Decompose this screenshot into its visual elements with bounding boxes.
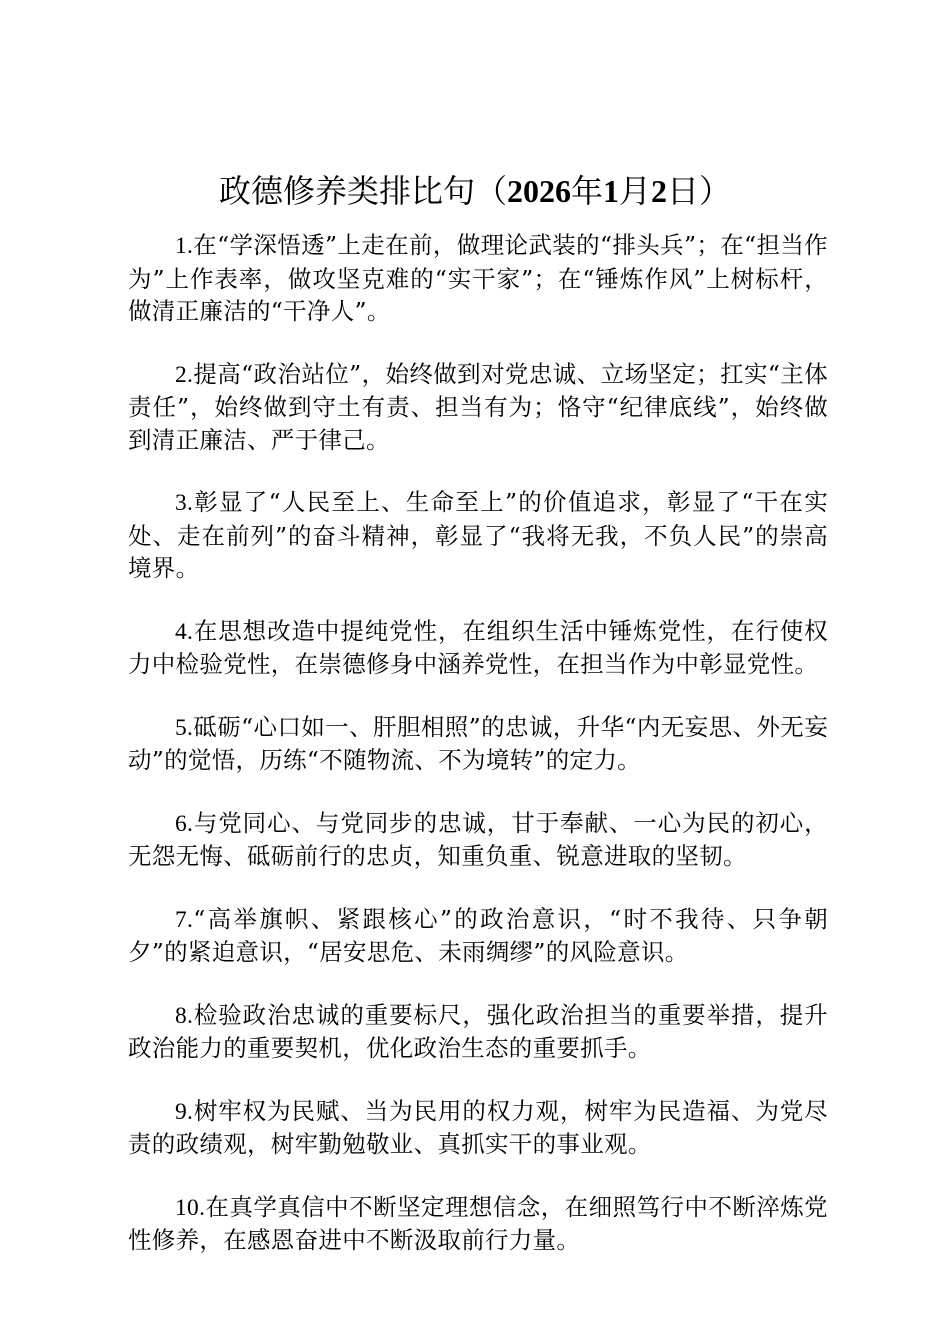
document-body: [128, 229, 828, 1287]
paragraph-2: [128, 358, 828, 457]
paragraph-index: 3.: [175, 490, 194, 516]
title-year: 2026: [506, 173, 571, 209]
paragraph-text: 与党同心、与党同步的忠诚，甘于奉献、一心为民的初心，无怨无悔、砥砺前行的忠贞，知重负重、锐意进取的坚韧。: [128, 808, 828, 870]
paragraph-text: 检验政治忠诚的重要标尺，强化政治担当的重要举措，提升政治能力的重要契机，优化政治生态的重要抓手。: [128, 1000, 828, 1062]
paragraph-5: [128, 711, 828, 777]
paragraph-text: 提高“政治站位”，始终做到对党忠诚、立场坚定；扛实“主体责任”，始终做到守土有责、担当有为；恪守“纪律底线”，始终做到清正廉洁、严于律己。: [128, 359, 828, 454]
page-title: [0, 166, 950, 216]
paragraph-text: 在思想改造中提纯党性，在组织生活中锤炼党性，在行使权力中检验党性，在崇德修身中涵养党性，在担当作为中彰显党性。: [128, 616, 828, 678]
title-year-char: 年: [570, 172, 603, 210]
title-day: 2: [651, 173, 668, 209]
paragraph-9: [128, 1095, 828, 1161]
title-prefix: 政德修养类排比句（: [218, 172, 507, 210]
paragraph-index: 10.: [175, 1194, 206, 1221]
paragraph-text: 在真学真信中不断坚定理想信念，在细照笃行中不断淬炼党性修养，在感恩奋进中不断汲取前行力量。: [128, 1192, 828, 1254]
paragraph-index: 5.: [175, 714, 194, 741]
paragraph-text: “高举旗帜、紧跟核心”的政治意识，“时不我待、只争朝夕”的紧迫意识，“居安思危、未雨绸缪”的风险意识。: [128, 904, 828, 966]
paragraph-text: 在“学深悟透”上走在前，做理论武装的“排头兵”；在“担当作为”上作表率，做攻坚克难的“实干家”；在“锤炼作风”上树标杆，做清正廉洁的“干净人”。: [128, 231, 828, 325]
paragraph-text: 砥砺“心口如一、肝胆相照”的忠诚，升华“内无妄思、外无妄动”的觉悟，历练“不随物流、不为境转”的定力。: [128, 712, 828, 774]
paragraph-4: [128, 615, 828, 681]
title-month-char: 月: [619, 172, 652, 210]
paragraph-index: 1.: [175, 233, 194, 259]
paragraph-index: 9.: [175, 1098, 194, 1125]
paragraph-index: 6.: [175, 810, 194, 837]
paragraph-index: 8.: [175, 1002, 194, 1029]
paragraph-index: 4.: [175, 618, 194, 645]
paragraph-text: 彰显了“人民至上、生命至上”的价值追求，彰显了“干在实处、走在前列”的奋斗精神，彰显了“我将无我，不负人民”的崇高境界。: [128, 488, 828, 582]
paragraph-10: [128, 1191, 828, 1257]
paragraph-index: 2.: [175, 361, 194, 388]
paragraph-text: 树牢权为民赋、当为民用的权力观，树牢为民造福、为党尽责的政绩观，树牢勤勉敬业、真抓实干的事业观。: [128, 1096, 828, 1158]
title-suffix: 日）: [667, 172, 732, 210]
paragraph-1: [128, 229, 828, 328]
paragraph-6: [128, 807, 828, 873]
title-month: 1: [603, 173, 619, 209]
paragraph-8: [128, 999, 828, 1065]
paragraph-3: [128, 486, 828, 585]
paragraph-7: [128, 903, 828, 969]
paragraph-index: 7.: [175, 906, 194, 933]
